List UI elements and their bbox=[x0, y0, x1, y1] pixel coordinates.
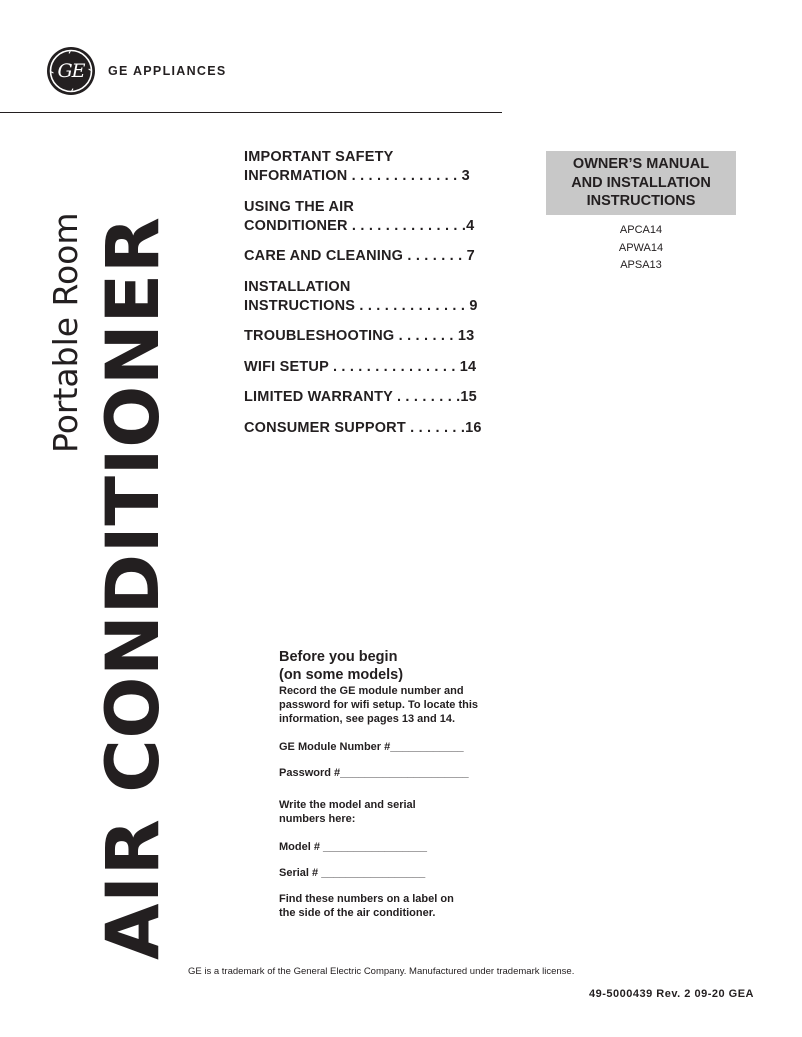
document-number: 49-5000439 Rev. 2 09-20 GEA bbox=[589, 988, 754, 1000]
toc-item-line: LIMITED WARRANTY . . . . . . . .15 bbox=[244, 389, 477, 405]
model-number: APCA14 bbox=[619, 224, 663, 236]
toc-item-support[interactable] bbox=[244, 419, 482, 438]
module-number-field[interactable]: GE Module Number #____________ bbox=[279, 741, 464, 753]
toc-item-warranty[interactable] bbox=[244, 388, 477, 407]
toc-item-line: CONDITIONER . . . . . . . . . . . . . .4 bbox=[244, 218, 475, 234]
serial-number-field[interactable]: Serial # _________________ bbox=[279, 867, 426, 879]
subtitle-vertical bbox=[46, 148, 86, 453]
toc-item-wifi[interactable] bbox=[244, 358, 476, 377]
manual-title-line: INSTRUCTIONS bbox=[586, 193, 696, 210]
toc-item-line: INFORMATION . . . . . . . . . . . . . 3 bbox=[244, 168, 470, 184]
trademark-notice: GE is a trademark of the General Electric Company. Manufactured under trademark license. bbox=[188, 966, 575, 977]
toc-item-line: INSTALLATION bbox=[244, 279, 351, 295]
toc-item-line: CARE AND CLEANING . . . . . . . 7 bbox=[244, 248, 475, 264]
find-label-line: the side of the air conditioner. bbox=[279, 907, 436, 919]
toc-item-safety[interactable] bbox=[244, 148, 470, 186]
byb-intro-line: password for wifi setup. To locate this bbox=[279, 699, 479, 711]
brand-name: GE APPLIANCES bbox=[108, 64, 227, 78]
byb-intro-line: information, see pages 13 and 14. bbox=[279, 713, 456, 725]
byb-subtitle: (on some models) bbox=[279, 667, 404, 683]
toc-item-line: WIFI SETUP . . . . . . . . . . . . . . . 14 bbox=[244, 359, 477, 375]
manual-title-box bbox=[546, 151, 736, 215]
find-label-line: Find these numbers on a label on bbox=[279, 893, 454, 905]
title-vertical bbox=[91, 148, 176, 960]
model-number-field[interactable]: Model # _________________ bbox=[279, 841, 428, 853]
byb-title: Before you begin bbox=[279, 649, 398, 665]
ge-logo-icon bbox=[46, 46, 96, 96]
toc-item-line: TROUBLESHOOTING . . . . . . . 13 bbox=[244, 328, 475, 344]
toc-item-troubleshooting[interactable] bbox=[244, 327, 474, 346]
ge-logo-text: GE bbox=[57, 60, 85, 82]
model-list bbox=[546, 222, 736, 275]
model-number: APSA13 bbox=[620, 259, 662, 271]
byb-intro-line: Record the GE module number and bbox=[279, 685, 464, 697]
toc-item-line: USING THE AIR bbox=[244, 199, 355, 215]
toc-item-line: IMPORTANT SAFETY bbox=[244, 149, 394, 165]
toc-item-line: INSTRUCTIONS . . . . . . . . . . . . . 9 bbox=[244, 298, 478, 314]
before-you-begin-section bbox=[279, 648, 539, 919]
serial-intro-line: Write the model and serial bbox=[279, 799, 416, 811]
model-number: APWA14 bbox=[618, 241, 664, 254]
toc-item-installation[interactable] bbox=[244, 278, 478, 316]
toc-item-care[interactable] bbox=[244, 247, 475, 266]
toc-item-line: CONSUMER SUPPORT . . . . . . .16 bbox=[244, 420, 482, 436]
subtitle-text: Portable Room bbox=[46, 212, 85, 453]
manual-title-line: OWNER’S MANUAL bbox=[572, 156, 710, 173]
title-text: AIR CONDITIONER bbox=[91, 216, 176, 960]
manual-title-line: AND INSTALLATION bbox=[571, 174, 711, 191]
header-divider bbox=[0, 112, 502, 113]
password-field[interactable]: Password #_____________________ bbox=[279, 767, 469, 779]
serial-intro-line: numbers here: bbox=[279, 813, 356, 825]
toc-item-using[interactable] bbox=[244, 198, 474, 236]
